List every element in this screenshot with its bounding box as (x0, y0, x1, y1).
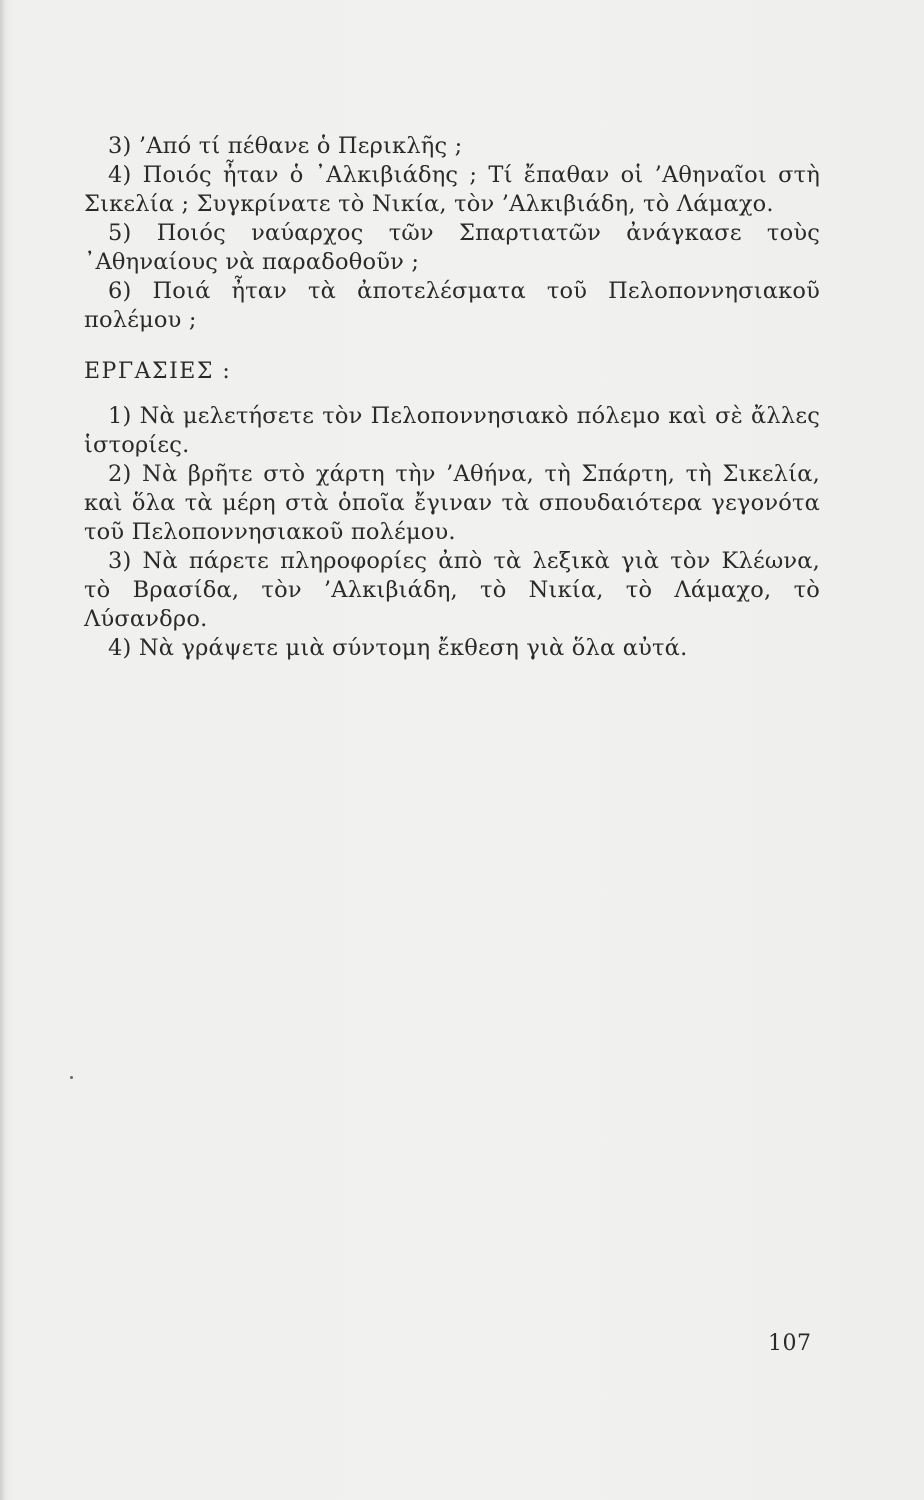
question-5: 5) Ποιός ναύαρχος τῶν Σπαρτιατῶν ἀνάγκασε τοὺς ᾿Αθηναίους νὰ παραδοθοῦν ; (84, 220, 820, 275)
task-1: 1) Νὰ μελετήσετε τὸν Πελοποννησιακὸ πόλεμο καὶ σὲ ἄλλες ἱστορίες. (84, 403, 820, 458)
page-number: 107 (768, 1331, 812, 1356)
page-gutter-shadow (0, 0, 6, 1500)
page-text-block (84, 132, 820, 663)
task-2: 2) Νὰ βρῆτε στὸ χάρτη τὴν ’Αθήνα, τὴ Σπάρτη, τὴ Σικελία, καὶ ὅλα τὰ μέρη στὰ ὁποῖα ἔγιναν τὰ σπουδαιότερα γεγονότα τοῦ Πελοποννησιακοῦ πολέμου. (84, 461, 820, 545)
question-3: 3) ’Από τί πέθανε ὁ Περικλῆς ; (108, 133, 463, 159)
task-4: 4) Νὰ γράψετε μιὰ σύντομη ἔκθεση γιὰ ὅλα αὐτά. (108, 635, 688, 661)
paper-speck (70, 1076, 73, 1079)
question-4: 4) Ποιός ἦταν ὁ ᾿Αλκιβιάδης ; Τί ἔπαθαν οἱ ’Αθηναῖοι στὴ Σικελία ; Συγκρίνατε τὸ Νικία, τὸν ’Αλκιβιάδη, τὸ Λάμαχο. (84, 162, 820, 217)
tasks-heading: ΕΡΓΑΣΙΕΣ : (84, 359, 232, 384)
task-3: 3) Νὰ πάρετε πληροφορίες ἀπὸ τὰ λεξικὰ γιὰ τὸν Κλέωνα, τὸ Βρασίδα, τὸν ’Αλκιβιάδη, τὸ Νικία, τὸ Λάμαχο, τὸ Λύσανδρο. (84, 548, 820, 632)
question-6: 6) Ποιά ἦταν τὰ ἀποτελέσματα τοῦ Πελοποννησιακοῦ πολέμου ; (84, 278, 820, 333)
